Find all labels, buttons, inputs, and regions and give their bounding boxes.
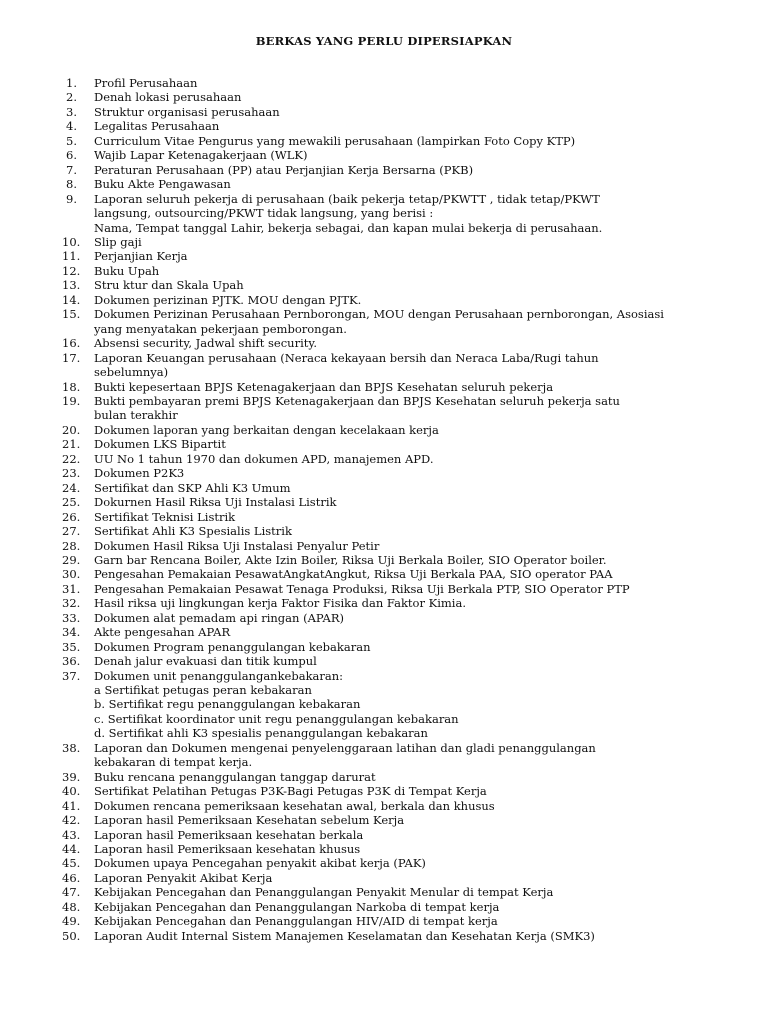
list-item <box>66 134 706 148</box>
list-item <box>62 422 706 437</box>
list-item-continuation: b. Sertifikat regu penanggulangan kebakaran <box>94 697 361 712</box>
list-item-number: 46. <box>62 870 81 885</box>
list-item-number: 25. <box>62 495 81 510</box>
list-item-number: 47. <box>62 885 81 900</box>
list-item-continuation: sebelumnya) <box>94 365 169 380</box>
list-item-number: 12. <box>62 263 81 278</box>
list-item-text: Garn bar Rencana Boiler, Akte Izin Boiler, Riksa Uji Berkala Boiler, SIO Operator boiler. <box>94 552 607 567</box>
list-item-number: 43. <box>62 827 81 842</box>
list-item-text: Dokumen unit penanggulangankebakaran: <box>94 668 344 683</box>
list-item <box>62 639 706 654</box>
list-item <box>62 668 706 741</box>
list-item <box>62 278 706 293</box>
list-item <box>66 76 706 90</box>
list-item <box>66 105 706 119</box>
list-item <box>62 393 706 423</box>
list-item <box>62 524 706 539</box>
list-item-text: Laporan Penyakit Akibat Kerja <box>94 870 273 885</box>
list-item <box>62 769 706 784</box>
list-item <box>62 480 706 495</box>
list-item <box>62 856 706 871</box>
list-item <box>62 784 706 799</box>
list-item-number: 48. <box>62 899 81 914</box>
list-item <box>62 740 706 770</box>
list-item-text: Kebijakan Pencegahan dan Penanggulangan Penyakit Menular di tempat Kerja <box>94 885 554 900</box>
list-item-text: Kebijakan Pencegahan dan Penanggulangan HIV/AID di tempat kerja <box>94 914 498 929</box>
list-item-text: Buku rencana penanggulangan tanggap darurat <box>94 769 376 784</box>
list-item-number: 49. <box>62 914 81 929</box>
list-item-number: 1. <box>66 76 77 90</box>
list-item-number: 29. <box>62 552 81 567</box>
list-item-continuation: langsung, outsourcing/PKWT tidak langsung, yang berisi : <box>94 206 434 221</box>
list-item-number: 42. <box>62 813 81 828</box>
list-item-number: 3. <box>66 104 77 119</box>
list-item-text: Perjanjian Kerja <box>94 249 188 264</box>
list-item-text: Laporan hasil Pemeriksaan kesehatan khusus <box>94 842 361 857</box>
list-item <box>62 495 706 510</box>
list-item <box>62 914 706 929</box>
list-item-continuation: bulan terakhir <box>94 408 178 423</box>
list-item-text: Pengesahan Pemakaian Pesawat Tenaga Produksi, Riksa Uji Berkala PTP, SIO Operator PTP <box>94 581 630 596</box>
list-item-number: 27. <box>62 524 81 539</box>
list-item-number: 22. <box>62 451 81 466</box>
list-item-text: Dokumen alat pemadam api ringan (APAR) <box>94 610 345 625</box>
list-item <box>62 610 706 625</box>
list-item-number: 37. <box>62 668 81 683</box>
list-item <box>62 798 706 813</box>
list-item-number: 17. <box>62 350 81 365</box>
list-item <box>66 163 706 177</box>
list-item-number: 4. <box>66 119 77 134</box>
list-item <box>62 379 706 394</box>
list-item <box>66 148 706 162</box>
list-item-number: 18. <box>62 379 81 394</box>
list-item-number: 39. <box>62 769 81 784</box>
list-item-text: Laporan hasil Pemeriksaan Kesehatan sebelum Kerja <box>94 813 405 828</box>
list-item <box>62 567 706 582</box>
list-item-text: Laporan Audit Internal Sistem Manajemen Keselamatan dan Kesehatan Kerja (SMK3) <box>94 928 595 943</box>
list-item-number: 6. <box>66 148 77 163</box>
list-item <box>62 625 706 640</box>
list-item-number: 2. <box>66 90 77 105</box>
list-item <box>62 827 706 842</box>
list-item-text: Curriculum Vitae Pengurus yang mewakili perusahaan (lampirkan Foto Copy KTP) <box>94 133 576 148</box>
list-item-text: Dokumen P2K3 <box>94 466 185 481</box>
list-item-number: 8. <box>66 177 77 192</box>
list-item-text: Dokumen Hasil Riksa Uji Instalasi Penyalur Petir <box>94 538 380 553</box>
list-item-continuation: a Sertifikat petugas peran kebakaran <box>94 683 312 698</box>
list-item-number: 21. <box>62 437 81 452</box>
list-item <box>62 509 706 524</box>
list-item <box>62 899 706 914</box>
list-item-number: 24. <box>62 480 81 495</box>
list-item <box>62 451 706 466</box>
list-item-continuation: yang menyatakan pekerjaan pemborongan. <box>94 321 347 336</box>
list-item <box>62 552 706 567</box>
list-item-number: 20. <box>62 422 81 437</box>
list-item-continuation: c. Sertifikat koordinator unit regu penanggulangan kebakaran <box>94 711 459 726</box>
list-item-text: Bukti kepesertaan BPJS Ketenagakerjaan dan BPJS Kesehatan seluruh pekerja <box>94 379 554 394</box>
list-item <box>66 192 706 235</box>
list-item-text: Bukti pembayaran premi BPJS Ketenagakerjaan dan BPJS Kesehatan seluruh pekerja satu <box>94 393 620 408</box>
list-item-number: 40. <box>62 784 81 799</box>
list-item-text: Dokumen Perizinan Perusahaan Pernborongan, MOU dengan Perusahaan pernborongan, Asosiasi <box>94 307 664 322</box>
list-item-number: 44. <box>62 842 81 857</box>
list-item <box>62 538 706 553</box>
list-item-text: Pengesahan Pemakaian PesawatAngkatAngkut, Riksa Uji Berkala PAA, SIO operator PAA <box>94 567 613 582</box>
list-item <box>62 870 706 885</box>
list-item <box>62 307 706 336</box>
list-item-number: 34. <box>62 625 81 640</box>
list-item-continuation: d. Sertifikat ahli K3 spesialis penanggulangan kebakaran <box>94 726 428 741</box>
list-item-text: Kebijakan Pencegahan dan Penanggulangan Narkoba di tempat kerja <box>94 899 500 914</box>
list-item-text: Buku Upah <box>94 263 160 278</box>
list-item <box>62 581 706 596</box>
list-item-number: 5. <box>66 133 77 148</box>
list-item-number: 16. <box>62 336 81 351</box>
list-item-number: 15. <box>62 307 81 322</box>
list-item-text: Dokumen upaya Pencegahan penyakit akibat kerja (PAK) <box>94 856 426 871</box>
list-item-number: 32. <box>62 596 81 611</box>
list-item-number: 23. <box>62 466 81 481</box>
list-item-text: Peraturan Perusahaan (PP) atau Perjanjian Kerja Bersarna (PKB) <box>94 162 474 177</box>
list-item-number: 13. <box>62 278 81 293</box>
list-item <box>62 928 706 943</box>
list-item-text: Laporan seluruh pekerja di perusahaan (baik pekerja tetap/PKWTT , tidak tetap/PKWT <box>94 191 600 206</box>
list-item-number: 33. <box>62 610 81 625</box>
list-item-number: 7. <box>66 162 77 177</box>
list-item-text: Dokumen perizinan PJTK. MOU dengan PJTK. <box>94 292 362 307</box>
list-item-text: Sertifikat Teknisi Listrik <box>94 509 236 524</box>
list-item-number: 36. <box>62 654 81 669</box>
list-item <box>62 437 706 452</box>
requirements-list <box>62 76 706 943</box>
list-item <box>62 263 706 278</box>
list-item <box>66 90 706 104</box>
list-item-number: 30. <box>62 567 81 582</box>
list-item <box>62 249 706 264</box>
list-item-number: 26. <box>62 509 81 524</box>
list-item-number: 31. <box>62 581 81 596</box>
list-item-text: Laporan dan Dokumen mengenai penyelenggaraan latihan dan gladi penanggulangan <box>94 740 596 755</box>
list-item <box>62 234 706 249</box>
list-item-number: 19. <box>62 393 81 408</box>
list-item-text: Absensi security, Jadwal shift security. <box>94 336 318 351</box>
list-item <box>62 654 706 669</box>
list-item-text: Slip gaji <box>94 234 142 249</box>
list-item-text: Dokumen laporan yang berkaitan dengan kecelakaan kerja <box>94 422 439 437</box>
list-item-text: Dokumen rencana pemeriksaan kesehatan awal, berkala dan khusus <box>94 798 495 813</box>
list-item-number: 41. <box>62 798 81 813</box>
list-item <box>66 177 706 191</box>
list-item-number: 14. <box>62 292 81 307</box>
list-item-text: Wajib Lapar Ketenagakerjaan (WLK) <box>94 148 308 163</box>
list-item <box>62 336 706 351</box>
list-item-number: 9. <box>66 191 77 206</box>
list-item-number: 10. <box>62 234 81 249</box>
list-item-text: Sertifikat Pelatihan Petugas P3K-Bagi Petugas P3K di Tempat Kerja <box>94 784 487 799</box>
list-item-text: Sertifikat Ahli K3 Spesialis Listrik <box>94 524 292 539</box>
list-item-number: 11. <box>62 249 81 264</box>
list-item-text: Stru ktur dan Skala Upah <box>94 278 244 293</box>
list-item-text: Laporan hasil Pemeriksaan kesehatan berkala <box>94 827 364 842</box>
list-item <box>62 292 706 307</box>
list-item <box>62 466 706 481</box>
list-item <box>62 842 706 857</box>
list-item-number: 38. <box>62 740 81 755</box>
list-item <box>62 885 706 900</box>
list-item <box>62 350 706 380</box>
list-item-text: Hasil riksa uji lingkungan kerja Faktor Fisika dan Faktor Kimia. <box>94 596 466 611</box>
list-item-text: Akte pengesahan APAR <box>94 625 231 640</box>
list-item-continuation: kebakaran di tempat kerja. <box>94 755 253 770</box>
list-item-number: 45. <box>62 856 81 871</box>
list-item-text: Dokurnen Hasil Riksa Uji Instalasi Listrik <box>94 495 337 510</box>
list-item-text: Profil Perusahaan <box>94 76 198 90</box>
list-item-text: Denah jalur evakuasi dan titik kumpul <box>94 654 317 669</box>
list-item-text: Laporan Keuangan perusahaan (Neraca kekayaan bersih dan Neraca Laba/Rugi tahun <box>94 350 599 365</box>
list-item <box>62 813 706 828</box>
list-item <box>62 596 706 611</box>
list-item-continuation: Nama, Tempat tanggal Lahir, bekerja sebagai, dan kapan mulai bekerja di perusahaan. <box>94 220 603 235</box>
list-item-text: UU No 1 tahun 1970 dan dokumen APD, manajemen APD. <box>94 451 434 466</box>
list-item-text: Struktur organisasi perusahaan <box>94 104 280 119</box>
list-item-text: Buku Akte Pengawasan <box>94 177 231 192</box>
list-item-text: Dokumen Program penanggulangan kebakaran <box>94 639 371 654</box>
list-item <box>66 119 706 133</box>
list-item-number: 28. <box>62 538 81 553</box>
list-item-number: 35. <box>62 639 81 654</box>
list-item-number: 50. <box>62 928 81 943</box>
document-title: BERKAS YANG PERLU DIPERSIAPKAN <box>255 34 513 48</box>
list-item-text: Dokumen LKS Bipartit <box>94 437 226 452</box>
list-item-text: Denah lokasi perusahaan <box>94 90 242 105</box>
list-item-text: Legalitas Perusahaan <box>94 119 220 134</box>
list-item-text: Sertifikat dan SKP Ahli K3 Umum <box>94 480 291 495</box>
